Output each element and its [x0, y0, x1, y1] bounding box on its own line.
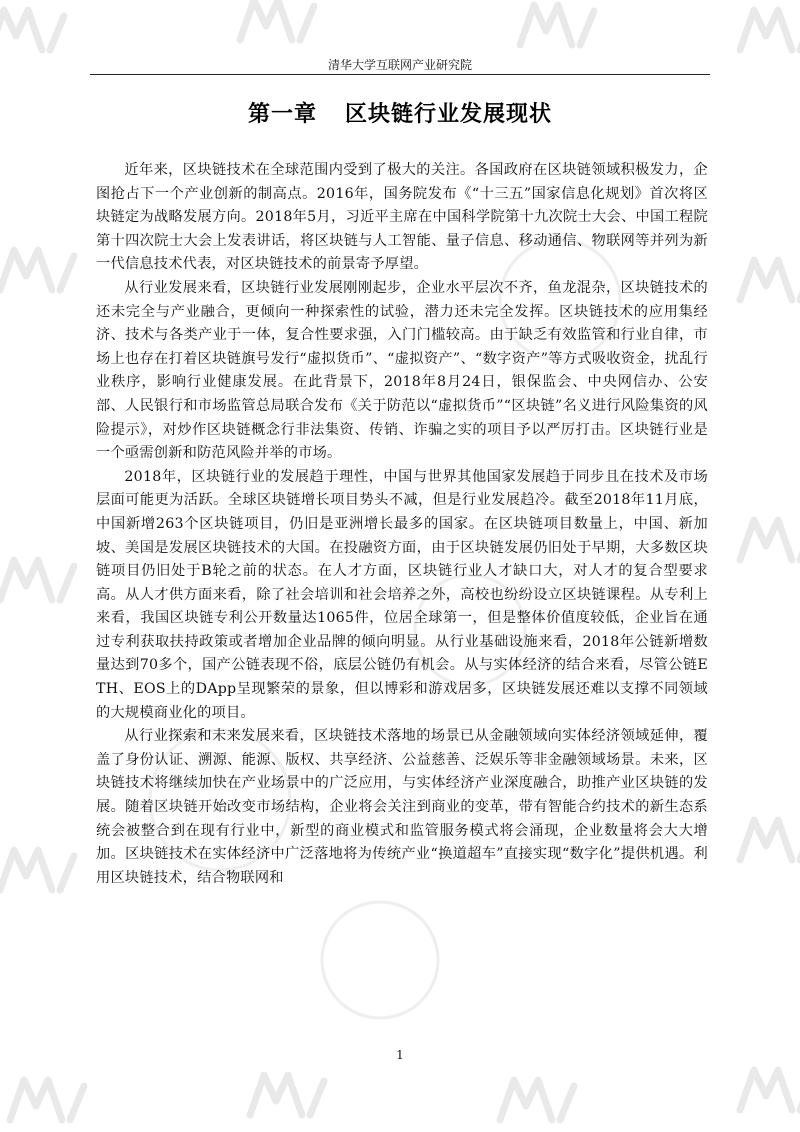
- paragraph-3: 2018年，区块链行业的发展趋于理性，中国与世界其他国家发展趋于同步且在技术及市场层面可能更为活跃。全球区块链增长项目势头不减，但是行业发展趋冷。截至2018年11月底，中国新增263个区块链项目，仍旧是亚洲增长最多的国家。在区块链项目数量上，中国、新加坡、美国是发展区块链技术的大国。在投融资方面，由于区块链发展仍旧处于早期，大多数区块链项目仍旧处于B轮之前的状态。在人才方面，区块链行业人才缺口大，对人才的复合型要求高。从人才供方面来看，除了社会培训和社会培养之外，高校也纷纷设立区块链课程。从专利上来看，我国区块链专利公开数量达1065件，位居全球第一，但是整体价值度较低，企业旨在通过专利获取扶持政策或者增加企业品牌的倾向明显。从行业基础设施来看，2018年公链新增数量达到70多个，国产公链表现不俗，底层公链仍有机会。从与实体经济的结合来看，尽管公链ETH、EOS上的DApp呈现繁荣的景象，但以博彩和游戏居多，区块链发展还难以支撑不同领域的大规模商业化的项目。: [96, 468, 708, 721]
- chapter-heading: 区块链行业发展现状: [345, 102, 553, 127]
- page-number: 1: [396, 1048, 404, 1062]
- paragraph-4: 从行业探索和未来发展来看，区块链技术落地的场景已从金融领域向实体经济领域延伸，覆盖了身份认证、溯源、能源、版权、共享经济、公益慈善、泛娱乐等非金融领域场景。未来，区块链技术将继续加快在产业场景中的广泛应用，与实体经济产业深度融合，助推产业区块链的发展。随着区块链开始改变市场结构，企业将会关注到商业的变革，带有智能合约技术的新生态系统会被整合到在现有行业中，新型的商业模式和监管服务模式将会涌现，企业数量将会大大增加。区块链技术在实体经济中广泛落地将为传统产业“换道超车”直接实现“数字化”提供机遇。利用区块链技术，结合物联网和: [96, 728, 708, 886]
- chapter-title: [90, 100, 710, 130]
- chapter-label: 第一章: [247, 102, 317, 127]
- body-text: [96, 159, 708, 890]
- paragraph-2: 从行业发展来看，区块链行业发展刚刚起步，企业水平层次不齐，鱼龙混杂，区块链技术的还未完全与产业融合，更倾向一种探索性的试验，潜力还未完全发挥。区块链技术的应用集经济、技术与各类产业于一体，复合性要求强，入门门槛较高。由于缺乏有效监管和行业自律，市场上也存在打着区块链旗号发行“虚拟货币”、“虚拟资产”、“数字资产”等方式吸收资金，扰乱行业秩序，影响行业健康发展。在此背景下，2018年8月24日，银保监会、中央网信办、公安部、人民银行和市场监管总局联合发布《关于防范以“虚拟货币”“区块链”名义进行风险集资的风险提示》，对炒作区块链概念行非法集资、传销、诈骗之实的项目予以严厉打击。区块链行业是一个亟需创新和防范风险并举的市场。: [96, 279, 708, 462]
- header-rule: [90, 74, 710, 75]
- paragraph-1: 近年来，区块链技术在全球范围内受到了极大的关注。各国政府在区块链领域积极发力，企图抢占下一个产业创新的制高点。2016年，国务院发布《“十三五”国家信息化规划》首次将区块链定为战略发展方向。2018年5月，习近平主席在中国科学院第十九次院士大会、中国工程院第十四次院士大会上发表讲话，将区块链与人工智能、量子信息、移动通信、物联网等并列为新一代信息技术代表，对区块链技术的前景寄予厚望。: [96, 162, 708, 273]
- running-header: 清华大学互联网产业研究院: [327, 58, 472, 72]
